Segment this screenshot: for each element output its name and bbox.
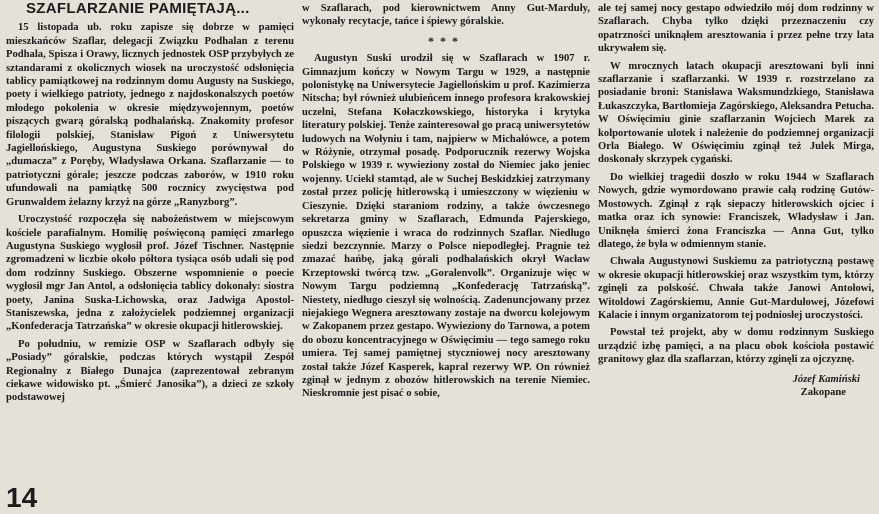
section-separator: *** <box>428 33 464 48</box>
article-title: SZAFLARZANIE PAMIĘTAJĄ... <box>26 2 250 17</box>
paragraph: w Szaflarach, pod kierownictwem Anny Gut-Marduły, wykonały recytacje, tańce i śpiewy góralskie. <box>302 3 590 28</box>
page-number: 14 <box>6 482 38 513</box>
author-place: Zakopane <box>800 386 846 398</box>
paragraph: W mrocznych latach okupacji aresztowani byli inni szaflarzanie i szaflarzanki. W 1939 r. rozstrzelano za posiadanie broni: Stanisława Waksmundzkiego, Stanisława Łukaszczyka, Bartłomieja Zagórskiego, Aleksandra Petucha. W Oświęcimiu ginie szaflarzanin Wojciech Marek za kolportowanie ulotek i należenie do podziemnej organizacji Orla Białego. W Oświęcimiu zginął też Julek Mirga, doskonały skrzypek cygański. <box>598 60 874 166</box>
paragraph: Uroczystość rozpoczęła się nabożeństwem w miejscowym kościele parafialnym. Homilię poświęconą pamięci zmarłego Augustyna Suskiego wygłosił prof. Józef Tischner. Następnie zgromadzeni w liczbie około półtora tysiąca osób udali się pod dom rodzinny Suskiego. Obszerne wspomnienie o poecie wygłosił mgr Jan Antol, a odsłonięcia tablicy dokonały: siostra poety, Janina Suska-Lichowska, oraz Jadwiga Apostol-Staniszewska, jedna z założycielek podziemnej organizacji „Konfederacja Tatrzańska” w okresie okupacji hitlerowskiej. <box>6 214 294 333</box>
paragraph: 15 listopada ub. roku zapisze się dobrze w pamięci mieszkańców Szaflar, delegacji Związku Podhalan z terenu Podhala, Spisza i Orawy, licznych jednostek OSP przybyłych ze sztandarami z okolicznych wiosek na uroczystość odsłonięcia tablicy pamiątkowej na rodzinnym domu Augusty na Suskiego, poety i wielkiego patrioty, jednego z najdoskonalszych poetów młodego pokolenia w okresie międzywojennym, poetów piszących gwarą góralską podhalańską. Znakomity profesor filologii polskiej, Stanisław Pigoń z Uniwersytetu Jagiellońskiego, Augustyna Suskiego porównywał do „dumacza” z Poręby, Władysława Orkana. Szaflarzanie — to patriotyczni górale; jeszcze podczas zaborów, w 1910 roku ufundowali na pamiątkę 500 rocznicy zwycięstwa pod Grunwaldem żelazny krzyż na górze „Ranyzborg”. <box>6 22 294 208</box>
author-name: Józef Kamiński <box>792 373 860 385</box>
paragraph: Po południu, w remizie OSP w Szaflarach odbyły się „Posiady” góralskie, podczas których wystąpił Zespół Regionalny z Białego Dunajca (zaprezentował zebranym ciekawe widowisko pt. „Śmierć Janosika”), a dzieci ze szkoły podstawowej <box>6 338 294 404</box>
paragraph: Powstał też projekt, aby w domu rodzinnym Suskiego urządzić izbę pamięci, a na placu obok kościoła postawić granitowy głaz dla szaflarzan, którzy zginęli za ojczyznę. <box>598 327 874 366</box>
paragraph: Do wielkiej tragedii doszło w roku 1944 w Szaflarach Nowych, gdzie wymordowano prawie całą rodzinę Gutów-Mostowych. Zginął z rąk siepaczy hitlerowskich ojciec i matka oraz ich synowie: Franciszek, Władysław i Jan. Uniknęła śmierci żona Franciszka — Anna Gut, tylko dlatego, że była w odmiennym stanie. <box>598 171 874 250</box>
article-column-1 <box>6 2 294 508</box>
paragraph: ale tej samej nocy gestapo odwiedziło mój dom rodzinny w Szaflarach. Chyba tylko dzięki przeznaczeniu czy opatrzności uniknąłem aresztowania i przez pełne trzy lata ukrywałem się. <box>598 3 874 55</box>
article-page <box>6 2 874 513</box>
article-column-3 <box>598 2 874 508</box>
paragraph: Chwała Augustynowi Suskiemu za patriotyczną postawę w okresie okupacji hitlerowskiej oraz wszystkim tym, którzy zginęli za polskość. Chwała także Janowi Antołowi, Witoldowi Zagórskiemu, Annie Gut-Mardułowej, Józefowi Kalacie i innym organizatorom tej podniosłej uroczystości. <box>598 256 874 321</box>
paragraph: Augustyn Suski urodził się w Szaflarach w 1907 r. Gimnazjum kończy w Nowym Targu w 1929, a następnie polonistykę na Uniwersytecie Jagiellońskim u prof. Kazimierza Nitscha; był również ulubieńcem innego profesora krakowskiej uczelni, Stefana Kołaczkowskiego, historyka i krytyka literatury polskiej. Tenże zainteresował go pracą uniwersytetów ludowych na Wołyniu i tam, najpierw w Michałówce, a potem w Różynie, otrzymał posadę. Podporucznik rezerwy Wojska Polskiego w 1939 r. wywieziony został do Niemiec jako jeniec wojenny. Uciekł stamtąd, ale w Suchej Beskidzkiej zatrzymany został przez policję hitlerowską i umieszczony w więzieniu w Cieszynie. Dzięki staraniom rodziny, a także ówczesnego sekretarza gminy w Szaflarach, Edmunda Pajerskiego, opuszcza więzienie i wraca do rodzinnych Szaflar. Niedługo siedzi bezczynnie. Marzy o Polsce niepodległej. Pragnie też zmazać hańbę, jaką górali podhalańskich okrył Wacław Krzeptowski twórcą tzw. „Goralenvolk”. Organizuje więc w Nowym Targu podziemną „Konfederację Tatrzańską”. Niestety, niedługo cieszył się wolnością. Zadenuncjowany przez niejakiego Wegnera aresztowany zostaje na dworcu kolejowym w Zakopanem przez gestapo. Wywieziony do Tarnowa, a potem do obozu koncentracyjnego w Oświęcimiu — tego samego roku umiera. Tej samej pamiętnej styczniowej nocy aresztowany został także Józef Kasperek, kapral rezerwy WP. On również zginął w jednym z obozów hitlerowskich na terenie Niemiec. Nieskromnie jest pisać o sobie, <box>302 53 590 400</box>
article-column-2 <box>302 2 590 508</box>
